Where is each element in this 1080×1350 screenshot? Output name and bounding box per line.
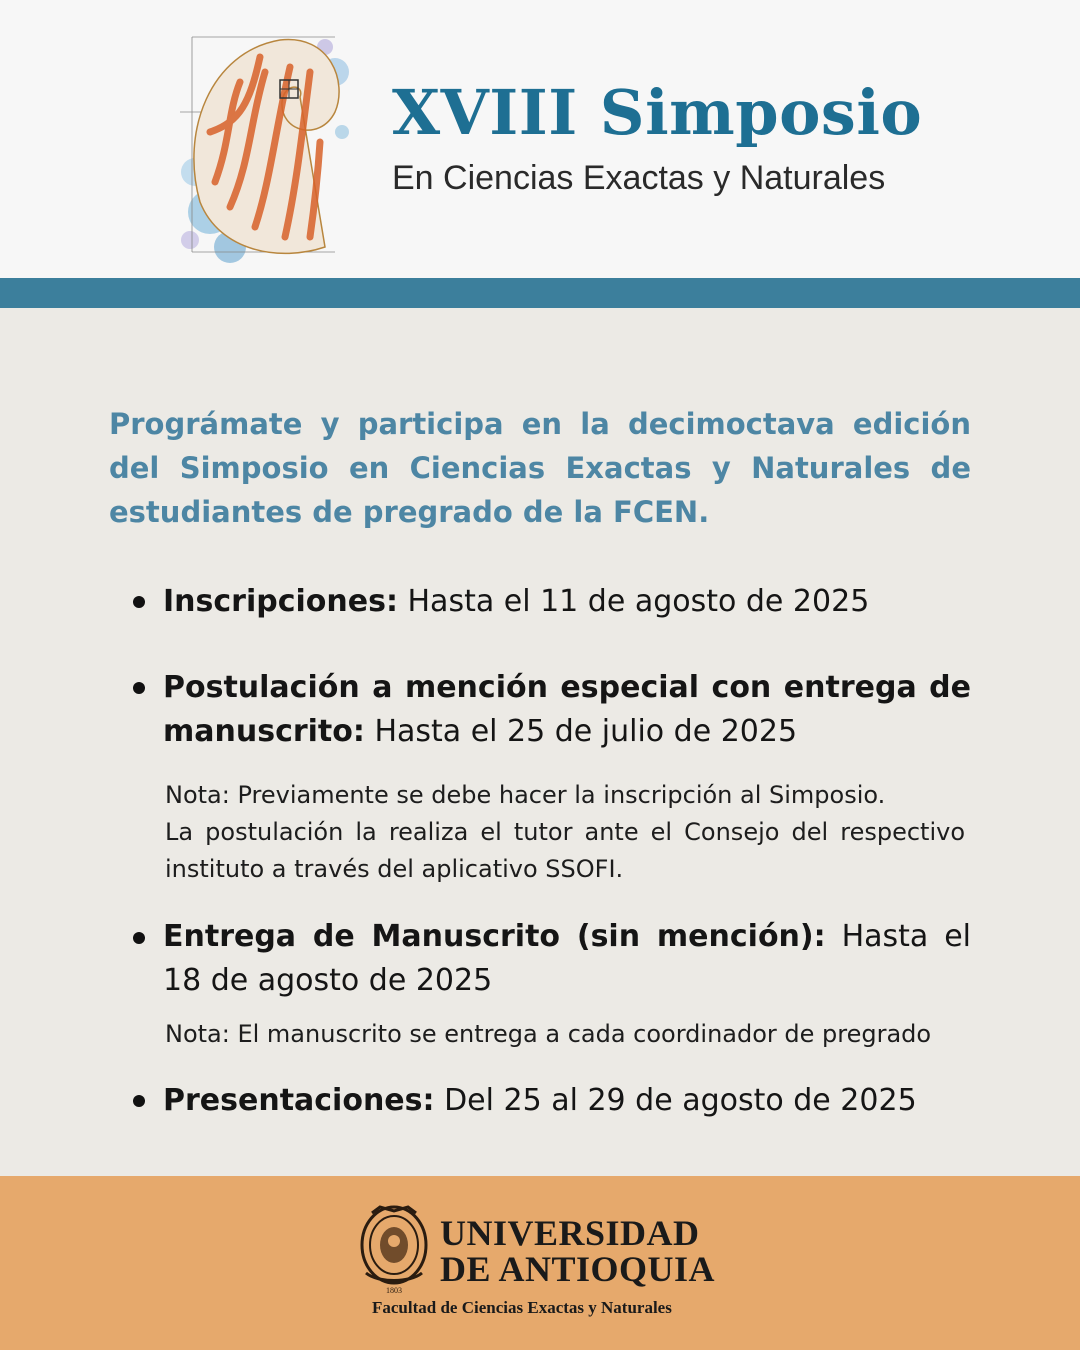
bullet-icon: [133, 596, 145, 608]
item-label: Presentaciones:: [163, 1083, 435, 1118]
item-text: Del 25 al 29 de agosto de 2025: [444, 1083, 917, 1118]
university-seal-icon: [358, 1203, 430, 1295]
university-name-line1: UNIVERSIDAD: [440, 1213, 700, 1253]
list-item-postulacion: [163, 666, 971, 754]
item-label: Inscripciones:: [163, 584, 398, 619]
university-name-line2: DE ANTIOQUIA: [440, 1249, 716, 1289]
item-label: Entrega de Manuscrito (sin mención):: [163, 919, 826, 954]
item-label: Postulación a mención especial con entrega de manuscrito:: [163, 670, 971, 749]
list-item-entrega: [163, 915, 971, 1003]
bullet-icon: [133, 932, 145, 944]
bullet-icon: [133, 1095, 145, 1107]
seal-year: 1803: [386, 1286, 402, 1295]
note-line: La postulación la realiza el tutor ante el Consejo del respectivo instituto a través del aplicativo SSOFI.: [165, 818, 965, 883]
item-text: Hasta el 25 de julio de 2025: [374, 714, 798, 749]
divider-band: [0, 278, 1080, 308]
item-text: Hasta el 11 de agosto de 2025: [407, 584, 870, 619]
faculty-name: Facultad de Ciencias Exactas y Naturales: [372, 1298, 672, 1317]
page-title: XVIII Simposio: [392, 76, 923, 149]
note-line: Nota: Previamente se debe hacer la inscripción al Simposio.: [165, 781, 886, 809]
note-manuscrito: Nota: El manuscrito se entrega a cada coordinador de pregrado: [165, 1020, 932, 1048]
list-item-presentaciones: [163, 1079, 971, 1123]
nautilus-shell-icon: [170, 12, 355, 274]
page-subtitle: En Ciencias Exactas y Naturales: [392, 159, 886, 197]
intro-paragraph: Prográmate y participa en la decimoctava edición del Simposio en Ciencias Exactas y Naturales de estudiantes de pregrado de la FCEN.: [109, 407, 971, 529]
note-postulacion: [165, 777, 965, 888]
list-item-inscripciones: [163, 580, 971, 624]
item-text: Hasta el 18 de agosto de 2025: [163, 919, 972, 998]
bullet-icon: [133, 682, 145, 694]
